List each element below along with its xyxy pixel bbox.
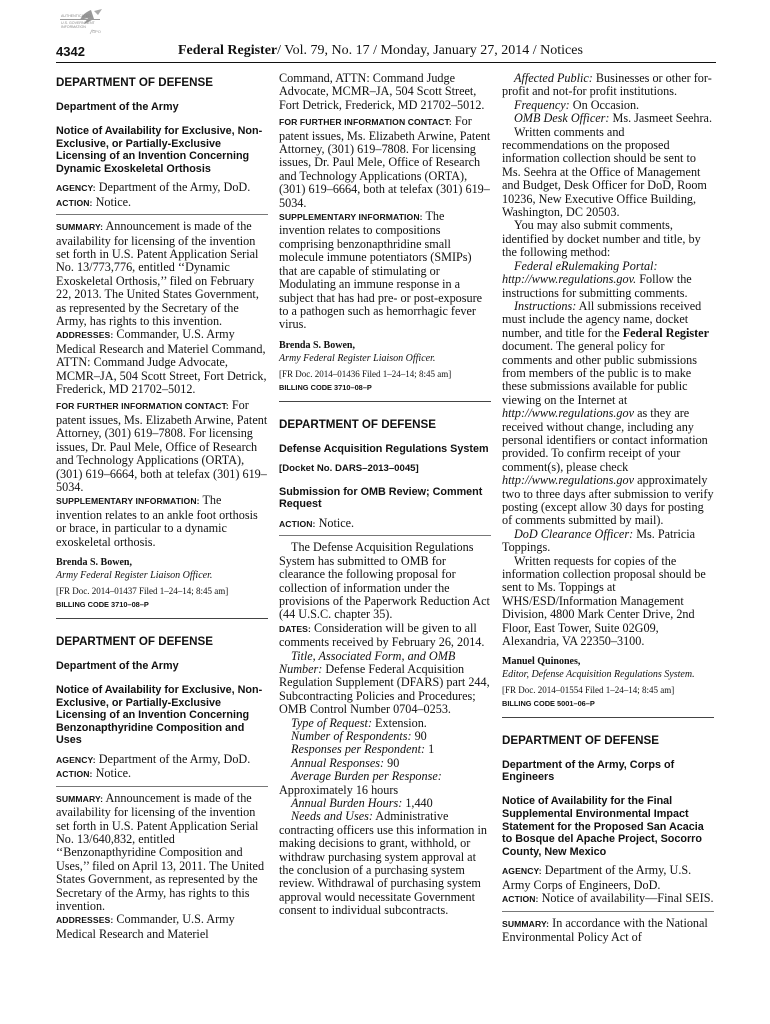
column-3 — [502, 72, 714, 944]
signer-title: Army Federal Register Liaison Officer. — [279, 352, 436, 364]
number-of-respondents: Number of Respondents: 90 — [291, 729, 427, 743]
written-comments-paragraph: Written comments and recommendations on the proposed information collection should be sent to Ms. Seehra at the Office of Management and Budget, Desk Officer for DoD, Room 10236, New Executive Office Building, Washington, DC 20503. — [502, 124, 707, 220]
addresses-paragraph: ADDRESSES: Commander, U.S. Army Medical Research and Materiel — [56, 912, 235, 941]
svg-text:GPO: GPO — [92, 29, 101, 34]
fr-doc-line: [FR Doc. 2014–01436 Filed 1–24–14; 8:45 am] — [279, 368, 452, 379]
running-head — [178, 43, 718, 59]
affected-public: Affected Public: Businesses or other for-profit and not-for profit institutions. — [502, 71, 712, 99]
document-title: Notice of Availability for Exclusive, Non-Exclusive, or Partially-Exclusive Licensing of an Invention Concerning Benzonapthyridine Composition and Uses — [56, 683, 263, 747]
contact-paragraph: FOR FURTHER INFORMATION CONTACT: For patent issues, Ms. Elizabeth Arwine, Patent Attorney, (301) 619–7808. For licensing issues, Dr. Paul Mele, Office of Research and Technology Applications (ORTA), (301) 619–6664, both at telefax (301) 619–5034. — [279, 114, 491, 210]
intro-paragraph: The Defense Acquisition Regulations System has submitted to OMB for clearance the following proposal for collection of information under the provisions of the Paperwork Reduction Act (44 U.S.C. chapter 35). — [279, 540, 490, 622]
average-burden-value: Approximately 16 hours — [279, 782, 399, 797]
action-line: ACTION: Notice. — [56, 766, 132, 781]
responses-per-respondent: Responses per Respondent: 1 — [291, 742, 435, 757]
action-line: ACTION: Notice of availability—Final SEIS. — [502, 891, 714, 906]
signer-name: Brenda S. Bowen, — [56, 556, 132, 568]
supplementary-paragraph: SUPPLEMENTARY INFORMATION: The invention relates to an ankle foot orthosis or brace, in particular to a dynamic exoskeletal orthosis. — [56, 493, 258, 549]
document-separator — [502, 717, 714, 718]
agency-line: AGENCY: Department of the Army, DoD. — [56, 180, 251, 195]
billing-code: BILLING CODE 3710–08–P — [56, 599, 149, 609]
signer-name: Manuel Quinones, — [502, 656, 581, 668]
page-number: 4342 — [56, 44, 85, 59]
agency-heading: Department of the Army — [56, 659, 179, 672]
agency-heading: Defense Acquisition Regulations System — [279, 442, 489, 455]
type-of-request: Type of Request: Extension. — [291, 715, 427, 730]
agency-line: AGENCY: Department of the Army, U.S. Army Corps of Engineers, DoD. — [502, 863, 692, 892]
document-title: Notice of Availability for the Final Supplemental Environmental Impact Statement for the Proposed San Acacia to Bosque del Apache Project, Socorro County, New Mexico — [502, 795, 704, 858]
billing-code: BILLING CODE 3710–08–P — [279, 382, 372, 392]
department-heading: DEPARTMENT OF DEFENSE — [502, 734, 659, 748]
signer-title: Army Federal Register Liaison Officer. — [56, 569, 213, 581]
header-rule — [56, 62, 716, 63]
signer-name: Brenda S. Bowen, — [279, 339, 355, 351]
document-title: Submission for OMB Review; Comment Request — [279, 485, 483, 511]
billing-code: BILLING CODE 5001–06–P — [502, 699, 595, 709]
action-line: ACTION: Notice. — [56, 194, 132, 209]
svg-text:INFORMATION: INFORMATION — [61, 25, 86, 29]
column-1 — [56, 72, 268, 941]
erulemaking-portal: Federal eRulemaking Portal: http://www.regulations.gov. Follow the instructions for submitting comments. — [502, 258, 692, 300]
title-form-paragraph: Title, Associated Form, and OMB Number: Defense Federal Acquisition Regulation Supplement (DFARS) part 244, Subcontracting Policies and Procedures; OMB Control Number 0704–0253. — [279, 648, 490, 717]
annual-burden-hours: Annual Burden Hours: 1,440 — [291, 796, 433, 811]
docket-number: [Docket No. DARS–2013–0045] — [279, 462, 419, 474]
needs-and-uses: Needs and Uses: Administrative contracting officers use this information in making decisions to grant, withhold, or withdraw purchasing system approval at the conclusion of a purchasing system review. Withdrawal of purchasing system approval would necessitate Government consent to individual subcontracts. — [279, 809, 487, 918]
agency-heading: Department of the Army, Corps of Engineers — [502, 759, 675, 784]
instructions-paragraph: Instructions: All submissions received must include the agency name, docket number, and title for the Federal Register document. The general policy for comments and other public submissions from members of the public is to make these submissions available for public viewing on the Internet at http://www.regulations.gov as they are received without change, including any personal identifiers or contact information provided. To confirm receipt of your comment(s), please check http://www.regulations.gov approximately two to three days after submission to verify posting (except allow 30 days for posting of comments submitted by mail). — [502, 298, 714, 528]
publication-name: Federal Register — [178, 43, 278, 58]
summary-paragraph: SUMMARY: In accordance with the National Environmental Policy Act of — [502, 915, 708, 945]
fr-doc-line: [FR Doc. 2014–01437 Filed 1–24–14; 8:45 am] — [56, 585, 229, 596]
gpo-authenticated-logo — [58, 6, 116, 42]
omb-desk-officer: OMB Desk Officer: Ms. Jasmeet Seehra. — [514, 111, 712, 126]
department-heading: DEPARTMENT OF DEFENSE — [56, 76, 213, 89]
average-burden: Average Burden per Response: — [291, 769, 442, 784]
agency-line: AGENCY: Department of the Army, DoD. — [56, 751, 251, 766]
svg-text:U.S. GOVERNMENT: U.S. GOVERNMENT — [61, 21, 95, 25]
regulations-link[interactable]: http://www.regulations.gov — [502, 406, 635, 421]
regulations-link[interactable]: http://www.regulations.gov — [502, 473, 635, 488]
supplementary-paragraph: SUPPLEMENTARY INFORMATION: The invention relates to compositions comprising benzonapthridine small molecule immune potentiators (SMIPs) that are capable of stimulating or Modulating an immune response in a subject that has had pre- or post-exposure to a pathogen such as hemorrhagic fever virus. — [279, 209, 483, 332]
agency-heading: Department of the Army — [56, 101, 179, 113]
action-line: ACTION: Notice. — [279, 515, 355, 530]
document-title: Notice of Availability for Exclusive, Non-Exclusive, or Partially-Exclusive Licensing of an Invention Concerning Dynamic Exoskeletal Orthosis — [56, 125, 263, 175]
issue-info: / Vol. 79, No. 17 / Monday, January 27, 2014 / Notices — [277, 43, 583, 58]
department-heading: DEPARTMENT OF DEFENSE — [56, 634, 213, 648]
addresses-continued: Command, ATTN: Command Judge Advocate, MCMR–JA, 504 Scott Street, Fort Detrick, Frederick, MD 21702–5012. — [279, 71, 485, 112]
dod-clearance-officer: DoD Clearance Officer: Ms. Patricia Toppings. — [502, 526, 696, 555]
contact-paragraph: FOR FURTHER INFORMATION CONTACT: For patent issues, Ms. Elizabeth Arwine, Patent Attorney, (301) 619–7808. For licensing issues, Dr. Paul Mele, Office of Research and Technology Applications (ORTA), (301) 619–6664, both at telefax (301) 619–5034. — [56, 398, 268, 494]
submit-comments-paragraph: You may also submit comments, identified by docket number and title, by the following method: — [502, 218, 701, 260]
written-requests-paragraph: Written requests for copies of the information collection proposal should be sent to Ms. Toppings at WHS/ESD/Information Management Division, 4800 Mark Center Drive, 2nd Floor, East Tower, Suite 02G09, Alexandria, VA 22350–3100. — [502, 553, 706, 649]
department-heading: DEPARTMENT OF DEFENSE — [279, 417, 436, 431]
dates-paragraph: DATES: Consideration will be given to all comments received by February 26, 2014. — [279, 620, 485, 650]
document-separator — [279, 401, 491, 402]
summary-paragraph: SUMMARY: Announcement is made of the availability for licensing of the invention set forth in U.S. Patent Application Serial No. 13/773,776, entitled ‘‘Dynamic Exoskeletal Orthosis,’’ filed on February 22, 2013. The United States Government, as represented by the Secretary of the Army, has rights to this invention. — [56, 219, 259, 329]
addresses-paragraph: ADDRESSES: Commander, U.S. Army Medical Research and Materiel Command, ATTN: Command Judge Advocate, MCMR–JA, 504 Scott Street, Fort Detrick, Frederick, MD 21702–5012. — [56, 327, 267, 397]
fr-doc-line: [FR Doc. 2014–01554 Filed 1–24–14; 8:45 am] — [502, 685, 675, 696]
frequency: Frequency: On Occasion. — [514, 97, 640, 112]
column-2 — [279, 72, 491, 918]
summary-paragraph: SUMMARY: Announcement is made of the availability for licensing of the invention set forth in U.S. Patent Application Serial No. 13/640,832, entitled ‘‘Benzonapthyridine Composition and Uses,’’ filed on April 13, 2011. The United States Government, as represented by the Secretary of the Army, has rights to this invention. — [56, 790, 265, 913]
svg-text:AUTHENTICATED: AUTHENTICATED — [61, 14, 91, 18]
annual-responses: Annual Responses: 90 — [291, 755, 400, 770]
document-separator — [56, 618, 268, 619]
signer-title: Editor, Defense Acquisition Regulations System. — [502, 669, 695, 681]
